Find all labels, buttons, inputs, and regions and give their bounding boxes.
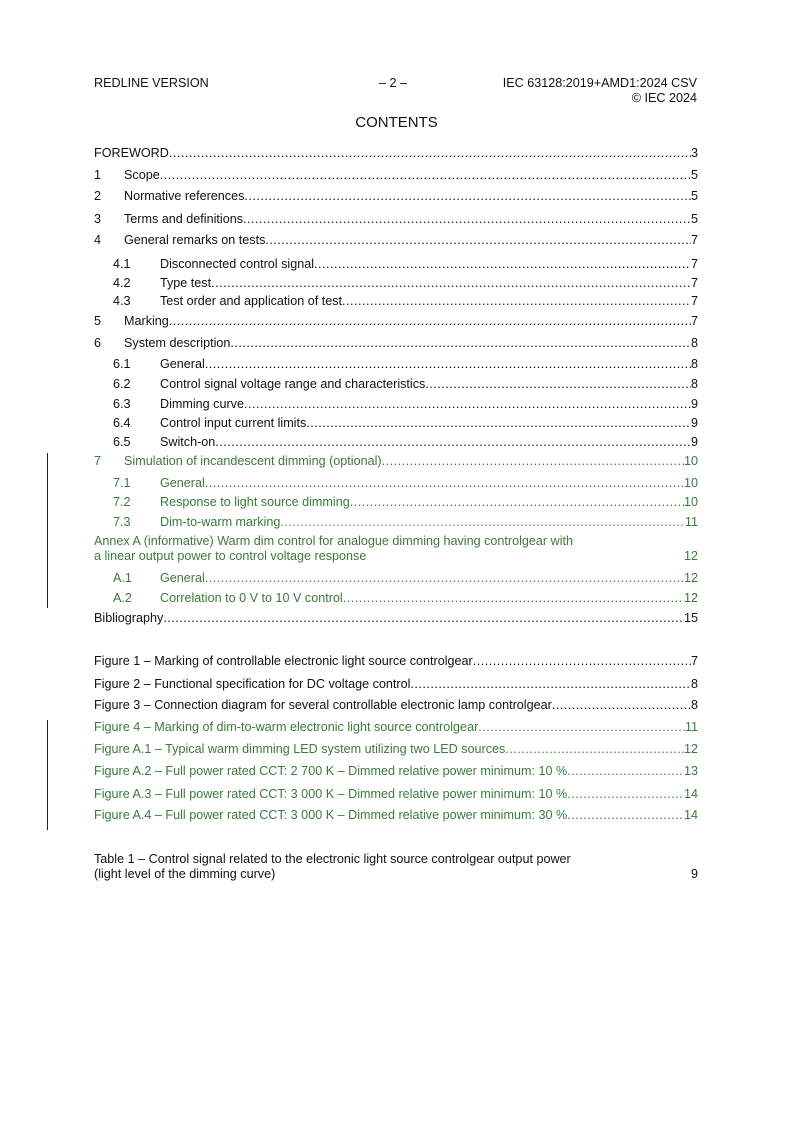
dot-leader bbox=[366, 549, 684, 564]
dot-leader bbox=[211, 275, 691, 291]
toc-entry[interactable] bbox=[94, 211, 698, 227]
entry-title: General bbox=[160, 476, 205, 490]
entry-page: 14 bbox=[683, 787, 698, 801]
entry-number: 5 bbox=[94, 314, 102, 328]
dot-leader bbox=[244, 396, 691, 412]
dot-leader bbox=[265, 232, 691, 248]
toc-entry[interactable] bbox=[94, 232, 698, 248]
entry-number: 6.2 bbox=[113, 377, 131, 391]
entry-number: 6 bbox=[94, 336, 102, 350]
toc-entry[interactable] bbox=[113, 434, 698, 450]
dot-leader bbox=[306, 415, 691, 431]
entry-page: 14 bbox=[683, 808, 698, 822]
entry-page: 11 bbox=[684, 720, 698, 734]
entry-title: Normative references bbox=[124, 189, 245, 203]
toc-entry[interactable] bbox=[94, 335, 698, 351]
dot-leader bbox=[280, 514, 685, 530]
entry-page: 7 bbox=[690, 294, 698, 308]
entry-title: General bbox=[160, 357, 205, 371]
toc-entry[interactable] bbox=[94, 145, 698, 161]
entry-title: Dim-to-warm marking bbox=[160, 515, 281, 529]
entry-number: 4.3 bbox=[113, 294, 131, 308]
entry-title: Type test bbox=[160, 276, 212, 290]
header-standard-id: IEC 63128:2019+AMD1:2024 CSV bbox=[502, 76, 697, 90]
entry-title: Marking bbox=[124, 314, 169, 328]
annex-page: 12 bbox=[683, 549, 698, 563]
dot-leader bbox=[343, 590, 684, 606]
entry-number: 4.2 bbox=[113, 276, 131, 290]
toc-entry[interactable] bbox=[113, 396, 698, 412]
entry-page: 7 bbox=[690, 654, 698, 668]
entry-page: 5 bbox=[690, 212, 698, 226]
dot-leader bbox=[567, 786, 684, 802]
entry-number: 6.3 bbox=[113, 397, 131, 411]
figure-list-entry[interactable] bbox=[94, 697, 698, 713]
page-title: CONTENTS bbox=[355, 114, 438, 131]
entry-title: General remarks on tests bbox=[124, 233, 266, 247]
dot-leader bbox=[169, 145, 691, 161]
dot-leader bbox=[314, 256, 691, 272]
entry-title: Figure A.3 – Full power rated CCT: 3 000 K – Dimmed relative power minimum: 10 % bbox=[94, 787, 568, 801]
header-version: REDLINE VERSION bbox=[94, 76, 209, 90]
toc-entry[interactable] bbox=[94, 313, 698, 329]
entry-number: 7 bbox=[94, 454, 102, 468]
entry-title: Figure A.2 – Full power rated CCT: 2 700 K – Dimmed relative power minimum: 10 % bbox=[94, 764, 568, 778]
dot-leader bbox=[163, 610, 684, 626]
dot-leader bbox=[215, 434, 691, 450]
entry-number: 7.1 bbox=[113, 476, 131, 490]
dot-leader bbox=[243, 211, 691, 227]
entry-page: 12 bbox=[683, 571, 698, 585]
entry-page: 12 bbox=[683, 591, 698, 605]
change-bar bbox=[47, 453, 48, 608]
entry-title: Figure A.4 – Full power rated CCT: 3 000 K – Dimmed relative power minimum: 30 % bbox=[94, 808, 568, 822]
toc-entry[interactable] bbox=[113, 494, 698, 510]
entry-title: Figure 2 – Functional specification for DC voltage control bbox=[94, 677, 411, 691]
header-copyright: © IEC 2024 bbox=[631, 91, 697, 105]
figure-list-entry[interactable] bbox=[94, 741, 698, 757]
dot-leader bbox=[205, 570, 684, 586]
table-title-line2: (light level of the dimming curve) bbox=[94, 867, 276, 881]
figure-list-entry[interactable] bbox=[94, 653, 698, 669]
entry-page: 9 bbox=[690, 435, 698, 449]
toc-entry-annex-a[interactable] bbox=[94, 534, 698, 564]
toc-entry[interactable] bbox=[113, 356, 698, 372]
toc-entry[interactable] bbox=[113, 590, 698, 606]
entry-title: Figure 3 – Connection diagram for several controllable electronic lamp controlgear bbox=[94, 698, 552, 712]
entry-title: Response to light source dimming bbox=[160, 495, 350, 509]
dot-leader bbox=[567, 807, 684, 823]
toc-entry[interactable] bbox=[113, 275, 698, 291]
entry-page: 11 bbox=[684, 515, 698, 529]
entry-number: 2 bbox=[94, 189, 102, 203]
entry-page: 12 bbox=[683, 742, 698, 756]
figure-list-entry[interactable] bbox=[94, 807, 698, 823]
toc-entry[interactable] bbox=[113, 256, 698, 272]
toc-entry[interactable] bbox=[94, 453, 698, 469]
entry-title: Dimming curve bbox=[160, 397, 244, 411]
entry-title: Scope bbox=[124, 168, 160, 182]
entry-page: 9 bbox=[690, 416, 698, 430]
toc-entry[interactable] bbox=[113, 376, 698, 392]
entry-page: 7 bbox=[690, 233, 698, 247]
toc-entry[interactable] bbox=[94, 610, 698, 626]
dot-leader bbox=[205, 475, 684, 491]
toc-entry[interactable] bbox=[94, 167, 698, 183]
dot-leader bbox=[342, 293, 691, 309]
entry-title: Control input current limits bbox=[160, 416, 307, 430]
entry-title: Figure 4 – Marking of dim-to-warm electronic light source controlgear bbox=[94, 720, 479, 734]
entry-page: 8 bbox=[690, 698, 698, 712]
entry-number: 6.4 bbox=[113, 416, 131, 430]
dot-leader bbox=[473, 653, 691, 669]
dot-leader bbox=[230, 335, 691, 351]
figure-list-entry[interactable] bbox=[94, 763, 698, 779]
entry-page: 15 bbox=[683, 611, 698, 625]
dot-leader bbox=[169, 313, 691, 329]
entry-page: 10 bbox=[683, 495, 698, 509]
entry-page: 10 bbox=[683, 476, 698, 490]
entry-title: Test order and application of test bbox=[160, 294, 343, 308]
entry-number: 7.2 bbox=[113, 495, 131, 509]
entry-title: Control signal voltage range and characteristics bbox=[160, 377, 426, 391]
entry-page: 7 bbox=[690, 276, 698, 290]
entry-page: 10 bbox=[683, 454, 698, 468]
annex-title-line2: a linear output power to control voltage response bbox=[94, 549, 367, 563]
dot-leader bbox=[410, 676, 691, 692]
dot-leader bbox=[244, 188, 691, 204]
dot-leader bbox=[425, 376, 691, 392]
dot-leader bbox=[160, 167, 691, 183]
toc-entry[interactable] bbox=[113, 570, 698, 586]
dot-leader bbox=[205, 356, 691, 372]
entry-page: 7 bbox=[690, 314, 698, 328]
entry-page: 5 bbox=[690, 168, 698, 182]
dot-leader bbox=[505, 741, 684, 757]
entry-number: 4 bbox=[94, 233, 102, 247]
entry-number: 6.1 bbox=[113, 357, 131, 371]
annex-title-line1: Annex A (informative) Warm dim control for analogue dimming having controlgear with bbox=[94, 534, 574, 548]
dot-leader bbox=[275, 867, 691, 882]
entry-title: Figure 1 – Marking of controllable electronic light source controlgear bbox=[94, 654, 473, 668]
entry-number: 4.1 bbox=[113, 257, 131, 271]
header-page-number: – 2 – bbox=[379, 76, 408, 90]
toc-entry[interactable] bbox=[113, 514, 698, 530]
figure-list-entry[interactable] bbox=[94, 676, 698, 692]
table-list-entry[interactable] bbox=[94, 852, 698, 882]
toc-entry[interactable] bbox=[113, 293, 698, 309]
dot-leader bbox=[567, 763, 684, 779]
entry-number: 1 bbox=[94, 168, 102, 182]
entry-title: Simulation of incandescent dimming (optional) bbox=[124, 454, 382, 468]
entry-page: 9 bbox=[690, 397, 698, 411]
entry-page: 3 bbox=[690, 146, 698, 160]
figure-list-entry[interactable] bbox=[94, 719, 698, 735]
entry-title: Bibliography bbox=[94, 611, 164, 625]
entry-page: 13 bbox=[683, 764, 698, 778]
entry-page: 8 bbox=[690, 357, 698, 371]
entry-title: Disconnected control signal bbox=[160, 257, 315, 271]
entry-page: 8 bbox=[690, 336, 698, 350]
entry-number: 7.3 bbox=[113, 515, 131, 529]
change-bar bbox=[47, 720, 48, 830]
dot-leader bbox=[350, 494, 684, 510]
entry-title: Figure A.1 – Typical warm dimming LED system utilizing two LED sources bbox=[94, 742, 506, 756]
entry-page: 5 bbox=[690, 189, 698, 203]
toc-entry[interactable] bbox=[113, 415, 698, 431]
dot-leader bbox=[478, 719, 685, 735]
entry-number: A.1 bbox=[113, 571, 132, 585]
entry-title: Terms and definitions bbox=[124, 212, 244, 226]
entry-number: A.2 bbox=[113, 591, 132, 605]
entry-title: System description bbox=[124, 336, 231, 350]
entry-page: 8 bbox=[690, 377, 698, 391]
dot-leader bbox=[552, 697, 691, 713]
table-page: 9 bbox=[690, 867, 698, 881]
entry-title: Switch-on bbox=[160, 435, 216, 449]
table-title-line1: Table 1 – Control signal related to the electronic light source controlgear output power bbox=[94, 852, 571, 866]
figure-list-entry[interactable] bbox=[94, 786, 698, 802]
entry-title: Correlation to 0 V to 10 V control bbox=[160, 591, 343, 605]
dot-leader bbox=[382, 453, 684, 469]
toc-entry[interactable] bbox=[94, 188, 698, 204]
entry-title: FOREWORD bbox=[94, 146, 169, 160]
entry-page: 7 bbox=[690, 257, 698, 271]
entry-page: 8 bbox=[690, 677, 698, 691]
entry-number: 3 bbox=[94, 212, 102, 226]
entry-title: General bbox=[160, 571, 205, 585]
entry-number: 6.5 bbox=[113, 435, 131, 449]
toc-entry[interactable] bbox=[113, 475, 698, 491]
